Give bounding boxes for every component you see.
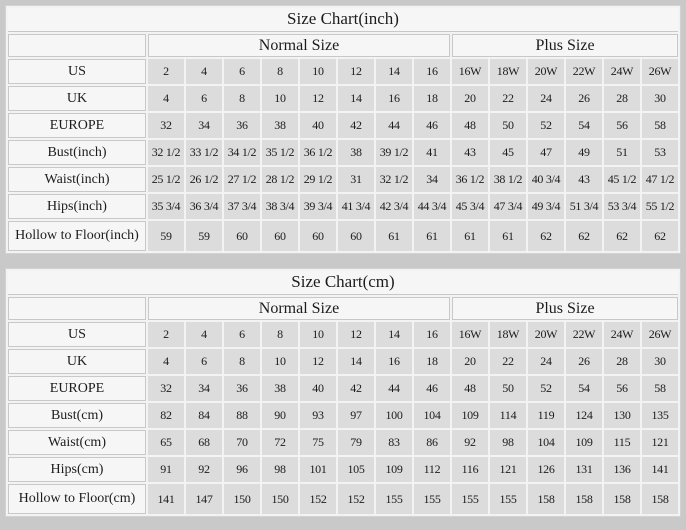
size-value-cell: 58: [642, 113, 678, 138]
size-value-cell: 49: [566, 140, 602, 165]
size-value-cell: 62: [528, 221, 564, 251]
size-value-cell: 6: [224, 59, 260, 84]
size-value-cell: 56: [604, 113, 640, 138]
size-value-cell: 4: [186, 59, 222, 84]
size-value-cell: 152: [338, 484, 374, 514]
size-value-cell: 54: [566, 113, 602, 138]
size-value-cell: 52: [528, 376, 564, 401]
size-value-cell: 68: [186, 430, 222, 455]
size-value-cell: 36: [224, 113, 260, 138]
size-value-cell: 124: [566, 403, 602, 428]
size-value-cell: 32 1/2: [148, 140, 184, 165]
table-row: [8, 322, 678, 347]
size-value-cell: 116: [452, 457, 488, 482]
size-group-header: Plus Size: [452, 297, 678, 320]
size-value-cell: 32 1/2: [376, 167, 412, 192]
size-value-cell: 20W: [528, 59, 564, 84]
size-value-cell: 41: [414, 140, 450, 165]
size-value-cell: 34 1/2: [224, 140, 260, 165]
row-label: Waist(inch): [8, 167, 146, 192]
size-group-header: Normal Size: [148, 297, 450, 320]
size-value-cell: 62: [566, 221, 602, 251]
table-row: [8, 113, 678, 138]
size-value-cell: 20W: [528, 322, 564, 347]
size-value-cell: 150: [262, 484, 298, 514]
size-value-cell: 31: [338, 167, 374, 192]
row-label: US: [8, 322, 146, 347]
size-value-cell: 32: [148, 376, 184, 401]
size-value-cell: 141: [642, 457, 678, 482]
size-value-cell: 42: [338, 376, 374, 401]
size-value-cell: 16: [414, 59, 450, 84]
size-value-cell: 6: [224, 322, 260, 347]
size-value-cell: 90: [262, 403, 298, 428]
size-value-cell: 18W: [490, 59, 526, 84]
size-group-header: Normal Size: [148, 34, 450, 57]
table-row: [8, 376, 678, 401]
size-value-cell: 50: [490, 376, 526, 401]
size-value-cell: 38: [262, 376, 298, 401]
size-chart-cm-table: [5, 268, 681, 517]
size-value-cell: 42: [338, 113, 374, 138]
size-value-cell: 4: [148, 349, 184, 374]
size-value-cell: 47 3/4: [490, 194, 526, 219]
size-value-cell: 135: [642, 403, 678, 428]
size-value-cell: 6: [186, 349, 222, 374]
size-value-cell: 26: [566, 86, 602, 111]
size-value-cell: 18: [414, 349, 450, 374]
size-value-cell: 26W: [642, 322, 678, 347]
size-value-cell: 39 3/4: [300, 194, 336, 219]
size-value-cell: 37 3/4: [224, 194, 260, 219]
size-value-cell: 38 3/4: [262, 194, 298, 219]
size-value-cell: 158: [642, 484, 678, 514]
size-value-cell: 155: [414, 484, 450, 514]
size-value-cell: 97: [338, 403, 374, 428]
size-value-cell: 93: [300, 403, 336, 428]
row-label: UK: [8, 86, 146, 111]
size-value-cell: 4: [148, 86, 184, 111]
size-value-cell: 14: [338, 86, 374, 111]
size-value-cell: 155: [376, 484, 412, 514]
size-value-cell: 55 1/2: [642, 194, 678, 219]
size-value-cell: 16: [376, 349, 412, 374]
size-value-cell: 65: [148, 430, 184, 455]
size-value-cell: 61: [376, 221, 412, 251]
size-value-cell: 6: [186, 86, 222, 111]
size-value-cell: 60: [224, 221, 260, 251]
table-row: [8, 86, 678, 111]
size-value-cell: 16W: [452, 59, 488, 84]
size-group-header-row: [8, 34, 678, 57]
corner-cell: [8, 34, 146, 57]
size-value-cell: 36 1/2: [452, 167, 488, 192]
size-value-cell: 158: [604, 484, 640, 514]
size-value-cell: 26: [566, 349, 602, 374]
size-value-cell: 45: [490, 140, 526, 165]
size-value-cell: 16: [414, 322, 450, 347]
size-value-cell: 38 1/2: [490, 167, 526, 192]
size-value-cell: 36 3/4: [186, 194, 222, 219]
size-value-cell: 155: [452, 484, 488, 514]
size-value-cell: 72: [262, 430, 298, 455]
table-title-row: [8, 8, 678, 32]
table-row: [8, 221, 678, 251]
size-value-cell: 30: [642, 349, 678, 374]
size-value-cell: 28 1/2: [262, 167, 298, 192]
size-value-cell: 119: [528, 403, 564, 428]
size-value-cell: 82: [148, 403, 184, 428]
size-value-cell: 47 1/2: [642, 167, 678, 192]
row-label: Hollow to Floor(cm): [8, 484, 146, 514]
size-value-cell: 20: [452, 349, 488, 374]
size-value-cell: 35 3/4: [148, 194, 184, 219]
size-value-cell: 12: [338, 59, 374, 84]
size-value-cell: 24W: [604, 59, 640, 84]
size-value-cell: 22W: [566, 322, 602, 347]
size-value-cell: 24W: [604, 322, 640, 347]
size-value-cell: 42 3/4: [376, 194, 412, 219]
table-row: [8, 457, 678, 482]
size-value-cell: 32: [148, 113, 184, 138]
size-value-cell: 14: [376, 59, 412, 84]
size-value-cell: 104: [414, 403, 450, 428]
size-value-cell: 10: [262, 349, 298, 374]
table-row: [8, 349, 678, 374]
size-value-cell: 109: [452, 403, 488, 428]
size-value-cell: 126: [528, 457, 564, 482]
table-title-row: [8, 271, 678, 295]
size-value-cell: 34: [186, 376, 222, 401]
size-value-cell: 8: [262, 322, 298, 347]
size-value-cell: 12: [300, 349, 336, 374]
size-value-cell: 46: [414, 113, 450, 138]
size-value-cell: 121: [490, 457, 526, 482]
size-value-cell: 25 1/2: [148, 167, 184, 192]
size-value-cell: 24: [528, 349, 564, 374]
size-value-cell: 14: [338, 349, 374, 374]
size-value-cell: 58: [642, 376, 678, 401]
size-value-cell: 86: [414, 430, 450, 455]
size-value-cell: 75: [300, 430, 336, 455]
size-value-cell: 59: [186, 221, 222, 251]
size-value-cell: 38: [338, 140, 374, 165]
table-title: Size Chart(inch): [8, 8, 678, 32]
size-value-cell: 48: [452, 113, 488, 138]
size-value-cell: 46: [414, 376, 450, 401]
table-row: [8, 140, 678, 165]
size-value-cell: 34: [186, 113, 222, 138]
size-value-cell: 136: [604, 457, 640, 482]
size-value-cell: 61: [490, 221, 526, 251]
size-value-cell: 84: [186, 403, 222, 428]
size-value-cell: 98: [262, 457, 298, 482]
size-value-cell: 100: [376, 403, 412, 428]
size-value-cell: 36: [224, 376, 260, 401]
table-row: [8, 59, 678, 84]
size-value-cell: 22W: [566, 59, 602, 84]
size-value-cell: 8: [224, 86, 260, 111]
size-value-cell: 62: [642, 221, 678, 251]
size-value-cell: 59: [148, 221, 184, 251]
size-value-cell: 45 3/4: [452, 194, 488, 219]
size-value-cell: 8: [262, 59, 298, 84]
size-value-cell: 22: [490, 86, 526, 111]
row-label: US: [8, 59, 146, 84]
size-value-cell: 104: [528, 430, 564, 455]
table-row: [8, 403, 678, 428]
row-label: Hips(inch): [8, 194, 146, 219]
size-value-cell: 92: [452, 430, 488, 455]
size-value-cell: 60: [262, 221, 298, 251]
size-value-cell: 18: [414, 86, 450, 111]
size-value-cell: 92: [186, 457, 222, 482]
size-value-cell: 40: [300, 376, 336, 401]
size-value-cell: 12: [300, 86, 336, 111]
size-value-cell: 24: [528, 86, 564, 111]
table-row: [8, 167, 678, 192]
size-value-cell: 41 3/4: [338, 194, 374, 219]
size-value-cell: 61: [414, 221, 450, 251]
size-value-cell: 130: [604, 403, 640, 428]
size-value-cell: 115: [604, 430, 640, 455]
size-value-cell: 88: [224, 403, 260, 428]
size-value-cell: 43: [452, 140, 488, 165]
size-value-cell: 38: [262, 113, 298, 138]
row-label: Hips(cm): [8, 457, 146, 482]
size-value-cell: 98: [490, 430, 526, 455]
size-value-cell: 45 1/2: [604, 167, 640, 192]
size-value-cell: 141: [148, 484, 184, 514]
size-value-cell: 49 3/4: [528, 194, 564, 219]
size-value-cell: 47: [528, 140, 564, 165]
size-value-cell: 26 1/2: [186, 167, 222, 192]
size-value-cell: 60: [338, 221, 374, 251]
size-value-cell: 155: [490, 484, 526, 514]
size-value-cell: 33 1/2: [186, 140, 222, 165]
size-value-cell: 39 1/2: [376, 140, 412, 165]
size-value-cell: 48: [452, 376, 488, 401]
size-value-cell: 30: [642, 86, 678, 111]
size-value-cell: 2: [148, 322, 184, 347]
size-value-cell: 10: [300, 322, 336, 347]
size-value-cell: 96: [224, 457, 260, 482]
size-group-header: Plus Size: [452, 34, 678, 57]
size-value-cell: 53: [642, 140, 678, 165]
size-value-cell: 20: [452, 86, 488, 111]
table-row: [8, 194, 678, 219]
size-value-cell: 40 3/4: [528, 167, 564, 192]
row-label: Hollow to Floor(inch): [8, 221, 146, 251]
size-value-cell: 152: [300, 484, 336, 514]
size-value-cell: 53 3/4: [604, 194, 640, 219]
size-value-cell: 18W: [490, 322, 526, 347]
row-label: EUROPE: [8, 376, 146, 401]
size-value-cell: 4: [186, 322, 222, 347]
size-value-cell: 26W: [642, 59, 678, 84]
size-value-cell: 51 3/4: [566, 194, 602, 219]
size-value-cell: 56: [604, 376, 640, 401]
size-value-cell: 150: [224, 484, 260, 514]
row-label: Waist(cm): [8, 430, 146, 455]
size-value-cell: 12: [338, 322, 374, 347]
size-value-cell: 14: [376, 322, 412, 347]
size-value-cell: 105: [338, 457, 374, 482]
table-row: [8, 430, 678, 455]
size-value-cell: 29 1/2: [300, 167, 336, 192]
size-value-cell: 158: [566, 484, 602, 514]
size-value-cell: 34: [414, 167, 450, 192]
size-value-cell: 112: [414, 457, 450, 482]
size-value-cell: 101: [300, 457, 336, 482]
size-value-cell: 83: [376, 430, 412, 455]
size-value-cell: 158: [528, 484, 564, 514]
size-group-header-row: [8, 297, 678, 320]
size-value-cell: 51: [604, 140, 640, 165]
size-value-cell: 2: [148, 59, 184, 84]
size-value-cell: 131: [566, 457, 602, 482]
size-chart-inch-table: [5, 5, 681, 254]
size-value-cell: 28: [604, 349, 640, 374]
row-label: Bust(inch): [8, 140, 146, 165]
size-value-cell: 91: [148, 457, 184, 482]
size-value-cell: 62: [604, 221, 640, 251]
size-value-cell: 16W: [452, 322, 488, 347]
size-value-cell: 10: [262, 86, 298, 111]
size-value-cell: 43: [566, 167, 602, 192]
corner-cell: [8, 297, 146, 320]
row-label: Bust(cm): [8, 403, 146, 428]
size-value-cell: 61: [452, 221, 488, 251]
size-value-cell: 147: [186, 484, 222, 514]
size-value-cell: 8: [224, 349, 260, 374]
size-value-cell: 121: [642, 430, 678, 455]
size-value-cell: 27 1/2: [224, 167, 260, 192]
size-value-cell: 10: [300, 59, 336, 84]
size-value-cell: 109: [566, 430, 602, 455]
size-value-cell: 44 3/4: [414, 194, 450, 219]
size-value-cell: 28: [604, 86, 640, 111]
row-label: UK: [8, 349, 146, 374]
size-value-cell: 44: [376, 376, 412, 401]
size-value-cell: 79: [338, 430, 374, 455]
size-value-cell: 54: [566, 376, 602, 401]
size-value-cell: 109: [376, 457, 412, 482]
size-value-cell: 36 1/2: [300, 140, 336, 165]
size-value-cell: 52: [528, 113, 564, 138]
size-value-cell: 60: [300, 221, 336, 251]
size-value-cell: 114: [490, 403, 526, 428]
table-row: [8, 484, 678, 514]
size-value-cell: 70: [224, 430, 260, 455]
size-value-cell: 35 1/2: [262, 140, 298, 165]
size-value-cell: 22: [490, 349, 526, 374]
size-value-cell: 44: [376, 113, 412, 138]
size-value-cell: 50: [490, 113, 526, 138]
row-label: EUROPE: [8, 113, 146, 138]
size-value-cell: 16: [376, 86, 412, 111]
size-value-cell: 40: [300, 113, 336, 138]
table-title: Size Chart(cm): [8, 271, 678, 295]
table-gap: [5, 254, 681, 268]
